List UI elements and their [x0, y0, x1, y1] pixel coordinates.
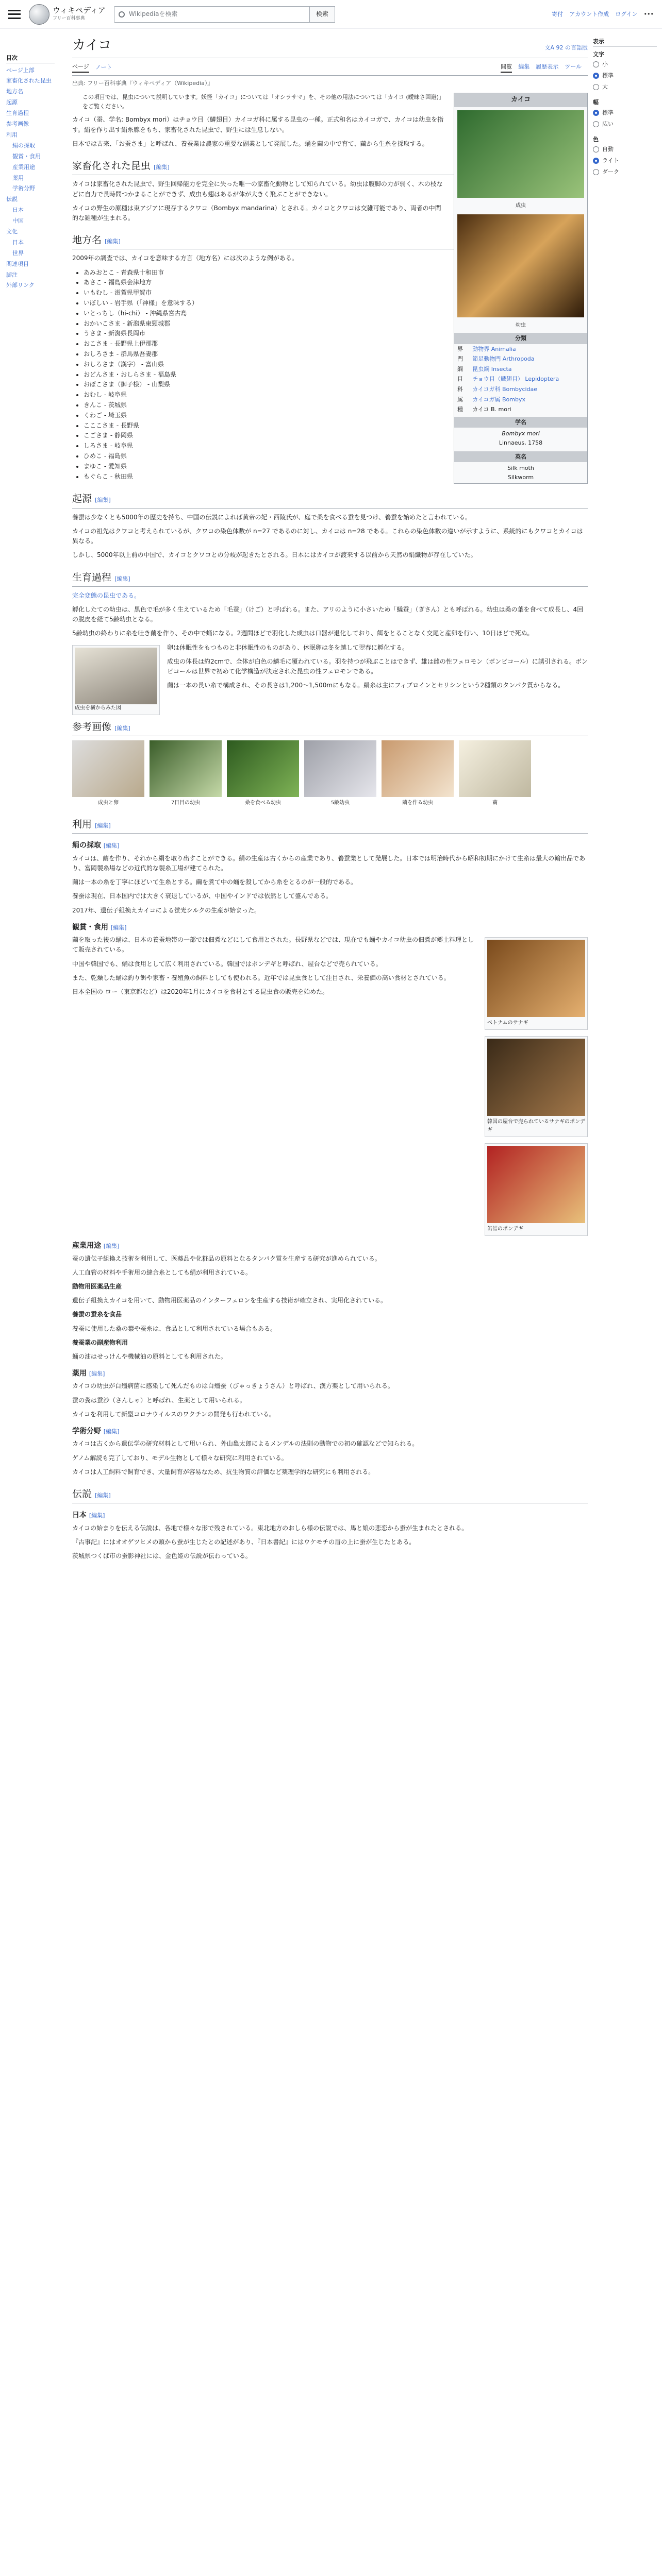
list-item: • おぼこさま（御子様） - 山梨県 — [84, 380, 588, 390]
rank-value[interactable]: 動物界 Animalia — [472, 345, 516, 352]
paragraph: 中国や韓国でも、蛹は食用として広く利用されている。韓国ではポンデギと呼ばれ、屋台などで売られている。 — [72, 960, 382, 968]
list-item: • こここさま - 長野県 — [84, 421, 588, 431]
rank-label: 目 — [457, 376, 463, 383]
toc-item[interactable]: 利用 — [6, 131, 18, 138]
table-row — [454, 354, 587, 364]
intro-paragraph: 日本では古来、「お蚕さま」と呼ばれ、養蚕業は農家の重要な副業として発展した。蛹を繭の中で育て、繭から生糸を採取する。 — [72, 140, 428, 147]
list-item: • おどんさま・おしらさま - 福島県 — [84, 370, 588, 380]
paragraph: 卵は休眠性をもつものと非休眠性のものがあり、休眠卵は冬を越して翌春に孵化する。 — [167, 643, 409, 651]
gallery-item — [304, 740, 376, 807]
edit-link[interactable]: [編集] — [114, 575, 130, 582]
tab-tools[interactable]: ツール — [565, 63, 582, 71]
toc-item[interactable]: 起源 — [6, 99, 18, 106]
rank-value[interactable]: カイコガ属 Bombyx — [472, 396, 525, 403]
radio-icon — [593, 84, 599, 90]
paragraph: 蚕の遺伝子組換え技術を利用して、医薬品や化粧品の原料となるタンパク質を生産する研究が進められている。 — [72, 1255, 381, 1262]
search-icon — [119, 11, 125, 18]
paragraph: 養蚕は少なくとも5000年の歴史を持ち、中国の伝説によれば黄帝の妃・西陵氏が、庭で桑を食べる蚕を見つけ、養蚕を始めたと言われている。 — [72, 513, 472, 521]
site-header — [0, 0, 662, 29]
paragraph: カイコは古くから遺伝学の研究材料として用いられ、外山亀太郎によるメンデルの法則の動物での初の確認などで知られる。 — [72, 1440, 419, 1448]
main-menu-icon[interactable] — [8, 10, 21, 19]
gallery-image[interactable] — [150, 740, 222, 797]
thumbnail-caption: ベトナムのサナギ — [487, 1020, 528, 1026]
paragraph: 繭を取った後の蛹は、日本の養蚕地帯の一部では佃煮などにして食用とされた。長野県などでは、現在でも蛹やカイコ幼虫の佃煮が郷土料理として販売されている。 — [72, 936, 474, 954]
section-heading-domestic: 家畜化された昆虫 [編集] — [72, 158, 588, 175]
table-row — [454, 404, 587, 415]
list-item: • うさま - 新潟県長岡市 — [84, 329, 588, 339]
paragraph: 蚕の糞は蚕沙（さんしゃ）と呼ばれ、生薬として用いられる。 — [72, 1396, 246, 1404]
rank-label: 綱 — [457, 365, 463, 372]
tab-history[interactable]: 履歴表示 — [536, 63, 559, 71]
thumbnail-caption: 韓国の屋台で売られているサナギのポンデギ — [487, 1119, 585, 1133]
paragraph: ゲノム解読も完了しており、モデル生物として様々な研究に利用されている。 — [72, 1454, 288, 1462]
radio-selected-icon — [593, 73, 599, 79]
pupa-dish-image[interactable] — [487, 940, 585, 1017]
text-size-header: 文字 — [593, 50, 604, 58]
section-heading-legend: 伝説 [編集] — [72, 1486, 588, 1503]
toc-subitem[interactable]: 中国 — [12, 217, 24, 225]
list-item: • いとっちし（hi-chi） - 沖縄県宮古島 — [84, 309, 588, 319]
logo-title: ウィキペディア — [53, 6, 106, 15]
image-caption: 幼虫 — [516, 322, 526, 328]
section-heading-growth: 生育過程 [編集] — [72, 570, 588, 587]
gallery-image[interactable] — [304, 740, 376, 797]
food-thumbnail — [485, 1036, 588, 1137]
gallery-item — [150, 740, 222, 807]
list-item: • おこさま - 長野県上伊那郡 — [84, 339, 588, 349]
gallery-caption: 桑を食べる幼虫 — [245, 800, 281, 806]
radio-selected-icon — [593, 110, 599, 116]
gallery-image[interactable] — [227, 740, 299, 797]
list-item: • いもむし - 滋賀県甲賀市 — [84, 288, 588, 298]
paragraph: しかし、5000年以上前の中国で、カイコとクワコとの分岐が起きたとされる。日本にはカイコが渡来する以前から天然の絹織物が存在していた。 — [72, 551, 477, 559]
paragraph: 繭は一本の長い糸で構成され、その長さは1,200〜1,500mにもなる。絹糸は主にフィブロインとセリシンという2種類のタンパク質からなる。 — [167, 682, 565, 689]
moth-side-figure — [72, 645, 160, 715]
paragraph: カイコの始まりを伝える伝説は、各地で様々な形で残されている。東北地方のおしら様の伝説では、馬と娘の悲恋から蚕が生まれたとされる。 — [72, 1524, 468, 1532]
gallery-item — [382, 740, 454, 807]
toc-item-top[interactable]: ページ上部 — [6, 66, 35, 74]
paragraph: 2017年、遺伝子組換えカイコによる蛍光シルクの生産が始まった。 — [72, 906, 261, 914]
color-option-dark[interactable]: ダーク — [593, 166, 657, 178]
paragraph: カイコは家畜化された昆虫で、野生回帰能力を完全に失った唯一の家畜化動物として知られている。幼虫は腹脚の力が弱く、木の枝などに自力で長時間つかまることができず、成虫も翅はあるが体が大きく飛ぶことができない。 — [72, 180, 443, 198]
paragraph: また、乾燥した蛹は釣り餌や家畜・養殖魚の飼料としても使われる。近年では昆虫食として注目され、栄養価の高い食材とされている。 — [72, 974, 450, 981]
intro-paragraph: カイコ（蚕、学名: Bombyx mori）はチョウ目（鱗翅目）カイコガ科に属する昆虫の一種。正式和名はカイコガで、カイコは幼虫を指す。絹を作り出す絹糸腺をもち、家畜化された昆虫で、野生には生息しない。 — [72, 116, 444, 133]
list-item: • きんこ - 茨城県 — [84, 400, 588, 411]
rank-label: 科 — [457, 385, 463, 393]
paragraph: 養蚕は現在、日本国内では大きく衰退しているが、中国やインドでは依然として盛んである。 — [72, 892, 333, 900]
toc-item[interactable]: 関連項目 — [6, 260, 29, 267]
color-option-light[interactable]: ライト — [593, 155, 657, 166]
appearance-panel — [593, 33, 657, 178]
toc-item[interactable]: 外部リンク — [6, 282, 35, 289]
subheading: 養蚕業の副産物利用 — [72, 1338, 128, 1346]
list-item: • しろさま - 岐阜県 — [84, 441, 588, 451]
radio-icon — [593, 146, 599, 152]
tab-read[interactable]: 閲覧 — [501, 62, 512, 73]
text-option-large[interactable]: 大 — [593, 81, 657, 93]
list-item: • まゆこ - 愛知県 — [84, 462, 588, 472]
page-tabs — [72, 60, 588, 76]
rank-value[interactable]: チョウ目（鱗翅目） Lepidoptera — [472, 376, 559, 383]
section-heading-use: 利用 [編集] — [72, 817, 588, 834]
color-header: 色 — [593, 135, 599, 143]
list-item: • もぐらこ - 秋田県 — [84, 472, 588, 482]
classification-header: 分類 — [454, 333, 587, 344]
subheading: 養蚕の蚕糸を食品 — [72, 1311, 122, 1318]
moth-side-image[interactable] — [75, 648, 157, 704]
radio-icon — [593, 61, 599, 67]
rank-value[interactable]: 節足動物門 Arthropoda — [472, 355, 535, 363]
paragraph: 5齢幼虫の終わりに糸を吐き繭を作り、その中で蛹になる。2週間ほどで羽化した成虫は口器が退化しており、餌をとることなく交尾と産卵を行い、10日ほどで死ぬ。 — [72, 630, 534, 637]
search-input[interactable] — [114, 6, 310, 23]
table-row — [454, 395, 587, 405]
subsection-heading-medical: 薬用 [編集] — [72, 1369, 105, 1378]
gallery-image[interactable] — [459, 740, 531, 797]
paragraph: 茨城県つくば市の蚕影神社には、金色姫の伝説が伝わっている。 — [72, 1552, 252, 1560]
subsection-heading-japan: 日本 [編集] — [72, 1511, 105, 1520]
gallery-caption: 7日目の幼虫 — [171, 800, 201, 806]
thumbnail-caption: 缶詰のポンデギ — [487, 1226, 523, 1232]
paragraph: カイコを利用して新型コロナウイルスのワクチンの開発も行われている。 — [72, 1410, 275, 1418]
paragraph: 成虫の体長は約2cmで、全体が白色の鱗毛に覆われている。羽を持つが飛ぶことはできず、雄は雌の性フェロモン（ボンビコール）に誘引される。ボンビコールは世界で初めて化学構造が決定された昆虫の性フェロモンである。 — [167, 657, 588, 675]
table-of-contents — [0, 49, 61, 291]
list-item: • こごさま - 静岡県 — [84, 431, 588, 441]
toc-subitem[interactable]: 観賞・食用 — [12, 152, 41, 160]
toc-heading: 目次 — [6, 54, 55, 63]
edit-link[interactable]: [編集] — [114, 724, 130, 732]
taxobox — [454, 93, 588, 484]
toc-item[interactable]: 参考画像 — [6, 121, 29, 128]
page-title-row — [72, 33, 588, 58]
width-header: 幅 — [593, 99, 599, 106]
tab-edit[interactable]: 編集 — [518, 63, 530, 71]
toc-subitem[interactable]: 日本 — [12, 207, 24, 214]
section-heading-names: 地方名 [編集] — [72, 232, 588, 249]
edit-link[interactable]: [編集] — [154, 163, 170, 171]
gallery-caption: 繭を作る幼虫 — [402, 800, 433, 806]
site-subtitle: 出典: フリー百科事典『ウィキペディア（Wikipedia）』 — [72, 79, 213, 87]
gallery-image[interactable] — [382, 740, 454, 797]
radio-icon — [593, 169, 599, 175]
edit-link[interactable]: [編集] — [95, 497, 111, 504]
create-account-link[interactable]: アカウント作成 — [569, 10, 609, 18]
list-item: • いぼしい - 岩手県（「神様」を意味する） — [84, 298, 588, 309]
table-row — [454, 364, 587, 375]
table-row — [454, 374, 587, 384]
rank-label: 種 — [457, 406, 463, 413]
paragraph: カイコの祖先はクワコと考えられているが、クワコの染色体数が n=27 であるのに対し、カイコは n=28 である。これらの染色体数の違いが示すように、系統的にもクワコとカイコは異なる。 — [72, 527, 583, 545]
more-options-icon[interactable]: ••• — [643, 10, 654, 18]
paragraph: カイコは、繭を作り、それから絹を取り出すことができる。絹の生産は古くからの産業であり、養蚕業として発展した。日本では明治時代から昭和初期にかけて生糸は最大の輸出品であり、富岡製糸場などの近代的な製糸工場が建てられた。 — [72, 854, 586, 872]
table-row — [454, 344, 587, 354]
edit-link[interactable]: [編集] — [103, 1243, 120, 1250]
edit-link[interactable]: [編集] — [105, 238, 121, 245]
rank-value[interactable]: カイコガ科 Bombycidae — [472, 385, 538, 393]
toc-item[interactable]: 地方名 — [6, 88, 23, 95]
search-button[interactable]: 検索 — [309, 6, 335, 23]
toc-item[interactable]: 生育過程 — [6, 110, 29, 117]
globe-icon — [29, 4, 49, 25]
list-item: • おむし - 岐阜県 — [84, 390, 588, 400]
paragraph: 孵化したての幼虫は、黒色で毛が多く生えているため「毛蚕」（けご）と呼ばれる。また、アリのように小さいため「蟻蚕」（ぎさん）とも呼ばれる。幼虫は桑の葉を食べて成長し、4回の脱皮を経て5齢幼虫となる。 — [72, 606, 584, 623]
wikipedia-logo[interactable] — [29, 4, 106, 25]
food-thumbnail — [485, 937, 588, 1030]
list-item: • あさこ - 福島県会津地方 — [84, 278, 588, 288]
subheading: 動物用医薬品生産 — [72, 1282, 122, 1290]
edit-link[interactable]: [編集] — [95, 1492, 111, 1499]
gallery-caption: 成虫と卵 — [98, 800, 119, 806]
color-option-auto[interactable]: 自動 — [593, 144, 657, 155]
image-gallery — [72, 740, 588, 807]
edit-link[interactable]: [編集] — [89, 1512, 105, 1519]
language-selector[interactable]: 文A 92 の言語版 — [544, 44, 588, 51]
toc-subitem[interactable]: 絹の採取 — [12, 142, 35, 149]
subsection-heading-science: 学術分野 [編集] — [72, 1427, 120, 1436]
rank-value: カイコ B. mori — [472, 406, 511, 413]
larva-image[interactable] — [457, 214, 584, 317]
toc-subitem[interactable]: 世界 — [12, 249, 24, 257]
image-caption: 成虫 — [516, 202, 526, 209]
edit-link[interactable]: [編集] — [103, 1428, 120, 1435]
section-heading-gallery: 参考画像 [編集] — [72, 719, 588, 736]
rank-label: 界 — [457, 345, 463, 352]
width-option-standard[interactable]: 標準 — [593, 107, 657, 118]
table-row — [454, 384, 587, 395]
list-item: • くわご - 埼玉県 — [84, 411, 588, 421]
paragraph: カイコは人工飼料で飼育でき、大量飼育が容易なため、抗生物質の評価など薬理学的な研究にも利用される。 — [72, 1468, 375, 1476]
article-content — [72, 33, 588, 1565]
width-option-wide[interactable]: 広い — [593, 118, 657, 130]
login-link[interactable]: ログイン — [615, 10, 638, 18]
gallery-caption: 繭 — [492, 800, 498, 806]
food-thumbnail — [485, 1143, 588, 1236]
text-option-small[interactable]: 小 — [593, 59, 657, 70]
radio-selected-icon — [593, 158, 599, 164]
gallery-image[interactable] — [72, 740, 144, 797]
appearance-header: 表示 — [593, 37, 657, 47]
toc-item[interactable]: 文化 — [6, 228, 18, 235]
scientific-name: Bombyx mori Linnaeus, 1758 — [499, 430, 543, 446]
toc-subitem[interactable]: 日本 — [12, 239, 24, 246]
paragraph: 蛹の油はせっけんや機械油の原料としても利用された。 — [72, 1352, 227, 1360]
gallery-item — [459, 740, 531, 807]
logo-subtitle: フリー百科事典 — [53, 16, 85, 22]
search-placeholder: Wikipediaを検索 — [128, 10, 178, 18]
list-item: • おかいこさま - 新潟県東頸城郡 — [84, 319, 588, 329]
gallery-caption: 5齢幼虫 — [330, 800, 350, 806]
paragraph: 2009年の調査では、カイコを意味する方言（地方名）には次のような例がある。 — [72, 255, 298, 262]
paragraph: 養蚕に使用した桑の葉や蚕糸は、食品として利用されている場合もある。 — [72, 1325, 277, 1332]
paragraph: カイコの野生の原種は東アジアに現存するクワコ（Bombyx mandarina）とされる。カイコとクワコは交雑可能であり、両者の中間的な雑種が生まれる。 — [72, 204, 441, 222]
radio-icon — [593, 121, 599, 127]
section-heading-origin: 起源 [編集] — [72, 491, 588, 508]
paragraph: 遺伝子組換えカイコを用いて、動物用医薬品のインターフェロンを生産する技術が確立され、実用化されている。 — [72, 1297, 387, 1304]
paragraph: 日本全国の ロー（東京都など）は2020年1月にカイコを食材とする昆虫食の販売を始めた。 — [72, 988, 329, 995]
english-name-header: 英名 — [454, 451, 587, 463]
donate-link[interactable]: 寄付 — [552, 10, 564, 18]
edit-link[interactable]: [編集] — [95, 822, 111, 829]
edit-link[interactable]: [編集] — [89, 1370, 105, 1378]
paragraph: 『古事記』にはオオゲツヒメの頭から蚕が生じたとの記述があり、『日本書紀』にはウケモチの眉の上に蚕が生じたとある。 — [72, 1538, 416, 1546]
edit-link[interactable]: [編集] — [110, 924, 127, 931]
toc-item[interactable]: 家畜化された昆虫 — [6, 77, 52, 84]
toc-item[interactable]: 伝説 — [6, 196, 18, 203]
toc-subitem[interactable]: 薬用 — [12, 174, 24, 181]
rank-label: 属 — [457, 396, 463, 403]
hatnote: この項目では、昆虫について説明しています。妖怪「カイコ」については「オシラサマ」を、その他の用法については「カイコ (曖昧さ回避)」をご覧ください。 — [82, 94, 444, 110]
paragraph: 繭は一本の糸を丁寧にほどいて生糸とする。繭を煮て中の蛹を殺してから糸をとるのが一般的である。 — [72, 878, 357, 886]
toc-subitem[interactable]: 産業用途 — [12, 163, 35, 171]
english-name: Silk moth Silkworm — [507, 465, 534, 481]
figure-caption: 成虫を横からみた図 — [75, 705, 121, 711]
gallery-item — [72, 740, 144, 807]
toc-item[interactable]: 脚注 — [6, 271, 18, 278]
list-item: • おしろさま - 群馬県吾妻郡 — [84, 349, 588, 360]
adult-moth-image[interactable] — [457, 110, 584, 198]
rank-value[interactable]: 昆虫綱 Insecta — [472, 365, 512, 372]
edit-link[interactable]: [編集] — [103, 842, 120, 850]
paragraph: 完全変態の昆虫である。 — [72, 591, 141, 599]
classification-table — [454, 344, 587, 415]
infobox-title: カイコ — [454, 93, 587, 107]
gallery-item — [227, 740, 299, 807]
subsection-heading-silk: 絹の採取 [編集] — [72, 841, 120, 850]
paragraph: カイコの幼虫が白殭病菌に感染して死んだものは白殭蚕（びゃっきょうさん）と呼ばれ、漢方薬として用いられる。 — [72, 1382, 394, 1390]
scientific-name-header: 学名 — [454, 417, 587, 428]
tab-page[interactable]: ページ — [72, 62, 89, 73]
subsection-heading-industry: 産業用途 [編集] — [72, 1242, 120, 1250]
street-stall-image[interactable] — [487, 1039, 585, 1116]
subsection-heading-food: 観賞・食用 [編集] — [72, 923, 127, 931]
canned-pupa-image[interactable] — [487, 1146, 585, 1223]
page-title: カイコ — [72, 38, 112, 53]
text-option-standard[interactable]: 標準 — [593, 70, 657, 81]
list-item: • ひめこ - 福島県 — [84, 451, 588, 462]
paragraph: 人工血管の材料や手術用の縫合糸としても絹が利用されている。 — [72, 1268, 252, 1276]
rank-label: 門 — [457, 355, 463, 363]
toc-subitem[interactable]: 学術分野 — [12, 185, 35, 192]
list-item: • あみおとこ - 青森県十和田市 — [84, 268, 588, 278]
tab-talk[interactable]: ノート — [95, 64, 112, 71]
list-item: • おしろさま（漢字） - 富山県 — [84, 360, 588, 370]
